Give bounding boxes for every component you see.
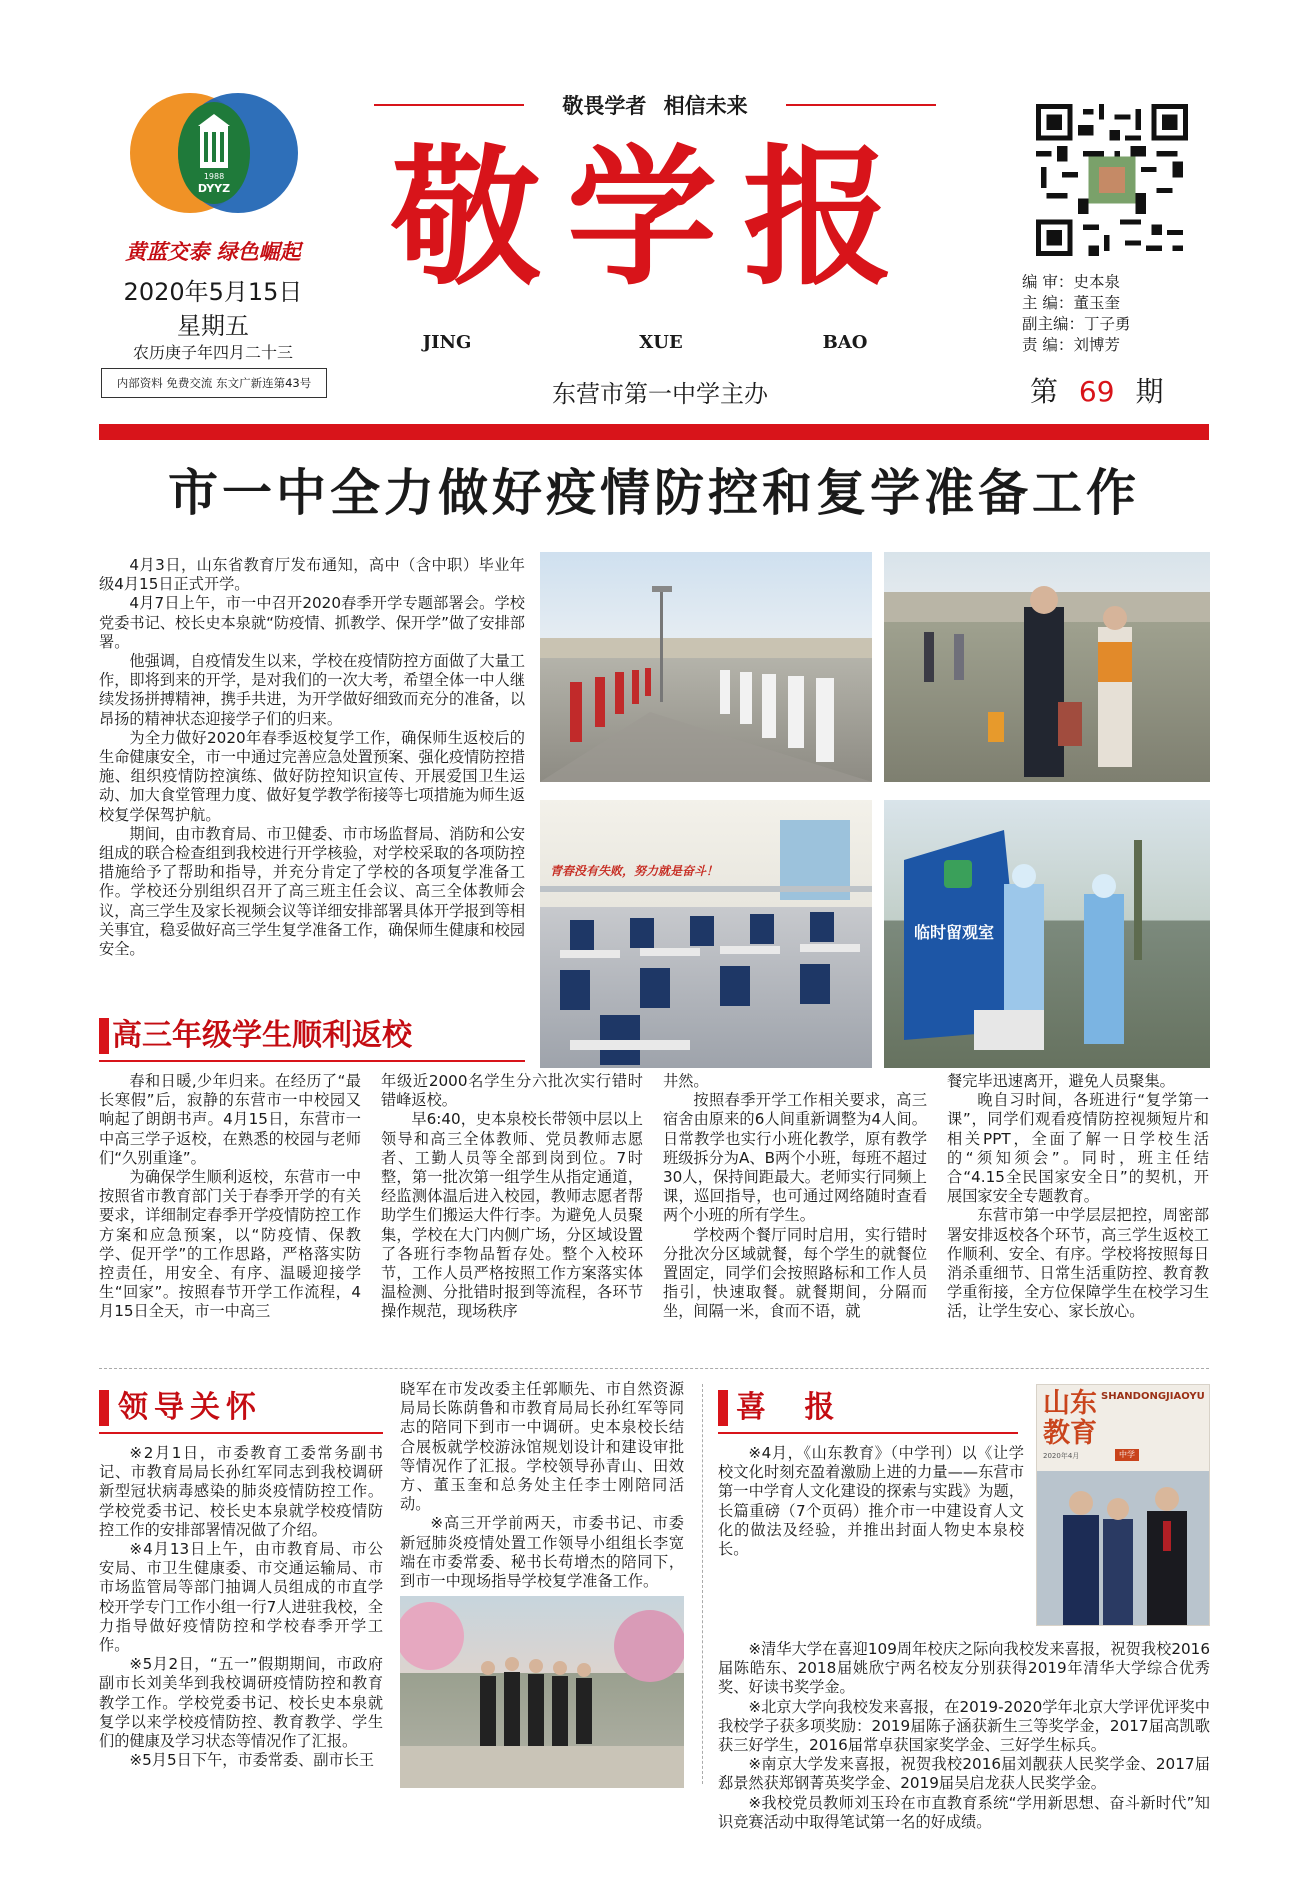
return-section-rule [99,1060,525,1062]
slogan: 黄蓝交泰 绿色崛起 [125,239,301,264]
pinyin-jing: JING [422,332,472,353]
news-section-marker [718,1390,728,1426]
return-paragraph: 按照春季开学工作相关要求，高三宿舍由原来的6人间重新调整为4人间。日常教学也实行小班化教学，原有教学班级拆分为A、B两个小班，每班不超过30人，保持间距最大。老师实行同频上课，巡回指导，也可通过网络随时查看两个小班的所有学生。 [663,1091,927,1225]
photo-principal-greeting [884,552,1210,782]
newspaper-title: 敬学报 [390,130,919,306]
news-section-title: 喜 报 [736,1390,849,1425]
weekday: 星期五 [177,312,249,340]
qr-code[interactable] [1036,104,1188,256]
news-item: ※南京大学发来喜报，祝贺我校2016届刘靓获人民奖学金、2017届郄景然获郑钢菁英奖学金、2019届吴启龙获人民奖学金。 [718,1755,1210,1793]
news-item: ※北京大学向我校发来喜报，在2019-2020学年北京大学评优评奖中我校学子获多项奖励：2019届陈子涵获新生三等奖学金，2017届高凯歌获三好学生，2016届常卓获国家奖学金、三好学生标兵。 [718,1697,1210,1755]
return-paragraph: 晚自习时间，各班进行“复学第一课”，同学们观看疫情防控视频短片和相关PPT，全面了解一日学校生活的“须知须会”。同时，班主任结合“4.15全民国家安全日”的契机，开展国家安全专题教育。 [947,1091,1209,1206]
magazine-issue: 2020年4月 [1043,1452,1080,1460]
news-item: ※我校党员教师刘玉玲在市直教育系统“学用新思想、奋斗新时代”知识竞赛活动中取得笔试第一名的好成绩。 [718,1793,1210,1831]
leaders-section-marker [99,1390,109,1426]
return-section-title: 高三年级学生顺利返校 [112,1018,412,1053]
lead-paragraph: 4月3日，山东省教育厅发布通知，高中（含中职）毕业年级4月15日正式开学。 [99,556,525,594]
issue-date: 2020年5月15日 [123,278,303,306]
classroom-scene-icon [540,800,872,1068]
section-divider [99,1368,1209,1369]
return-paragraph: 东营市第一中学层层把控，周密部署安排返校各个环节，高三学生返校工作顺利、安全、有序。学校将按照每日消杀重细节、日常生活重防控、教育教学重衔接，全方位保障学生在校学习生活，让学生安心、家长放心。 [947,1206,1209,1321]
lineup-scene-icon [540,552,872,782]
return-section-marker [99,1018,109,1054]
headline: 市一中全力做好疫情防控和复学准备工作 [168,464,1140,522]
tent-sign: 临时留观室 [914,923,995,942]
staff-row: 责 编：刘博芳 [1022,336,1120,354]
staff-row: 副主编：丁子勇 [1022,315,1131,333]
lead-article [99,556,525,959]
qr-code-icon [1036,104,1188,256]
leaders-item: ※2月1日，市委教育工委常务副书记、市教育局局长孙红军同志到我校调研新型冠状病毒感染的肺炎疫情防控工作。学校党委书记、校长史本泉就学校疫情防控工作的安排部署情况做了介绍。 [99,1444,383,1539]
greeting-scene-icon [884,552,1210,782]
magazine-title: 山东教育 [1043,1388,1097,1449]
staff-row: 编 审：史本泉 [1022,273,1120,291]
column-divider [702,1384,703,1784]
return-paragraph: 学校两个餐厅同时启用，实行错时分批次分区域就餐，每个学生的就餐位置固定，同学们会按照路标和工作人员指引，快速取餐。就餐期间，分隔而坐，间隔一米，食而不语，就 [663,1225,927,1321]
leaders-col-1 [99,1444,383,1770]
leaders-item: ※5月2日，“五一”假期期间，市政府副市长刘美华到我校调研疫情防控和教育教学工作。学校党委书记、校长史本泉就复学以来学校疫情防控、教育教学、学生们的健康及学习状态等情况作了汇报。 [99,1655,383,1751]
return-paragraph: 春和日暖,少年归来。在经历了“最长寒假”后，寂静的东营市一中校园又响起了朗朗书声。4月15日，东营市一中高三学子返校，在熟悉的校园与老师们“久别重逢”。 [99,1072,361,1167]
return-paragraph: 为确保学生顺利返校，东营市一中按照省市教育部门关于春季开学的有关要求，详细制定春季开学疫情防控工作方案和应急预案，以“防疫情、保教学、促开学”的工作思路，严格落实防控责任，用安全、有序、温暖迎接学生“回家”。按照春节开学工作流程，4月15日全天，市一中高三 [99,1168,361,1321]
magazine-tag: 中学 [1115,1449,1139,1461]
motto: 敬畏学者 相信未来 [562,94,748,118]
logo-initials: DYYZ [197,182,231,195]
masthead-bottom-rule [99,424,1209,440]
news-item: ※4月，《山东教育》（中学刊）以《让学校文化时刻充盈着激励上进的力量——东营市第一中学育人文化建设的探索与实践》为题，长篇重磅（7个页码）推介市一中建设育人文化的做法及经验，并推出封面人物史本泉校长。 [718,1444,1024,1559]
return-paragraph: 年级近2000名学生分六批次实行错时错峰返校。 [381,1072,643,1110]
leaders-item: ※高三开学前两天，市委书记、市委新冠肺炎疫情处置工作领导小组组长李宽端在市委常委、秘书长苟增杰的陪同下，到市一中现场指导学校复学准备工作。 [400,1514,684,1591]
photo-staff-lineup [540,552,872,782]
return-paragraph: 餐完毕迅速离开，避免人员聚集。 [947,1072,1175,1090]
staff-row: 主 编：董玉奎 [1022,294,1120,312]
leaders-item: ※4月13日上午，由市教育局、市公安局、市卫生健康委、市交通运输局、市市场监管局等部门抽调人员组成的市直学校开学专门工作小组一行7人进驻我校，全力指导做好疫情防控和学校春季开学工作。 [99,1540,383,1655]
lead-paragraph: 期间，由市教育局、市卫健委、市市场监督局、消防和公安组成的联合检查组到我校进行开学核验，对学校采取的各项防控措施给予了帮助和指导，并充分肯定了学校的各项复学准备工作。学校还分别组织召开了高三班主任会议、高三全体教师会议，高三学生及家长视频会议等详细安排部署具体开学报到等相关事宜，稳妥做好高三学生复学准备工作，确保师生健康和校园安全。 [99,824,525,959]
return-col-1 [99,1072,361,1322]
photo-leaders-visit [400,1596,684,1788]
news-intro [718,1444,1024,1559]
lead-paragraph: 他强调，自疫情发生以来，学校在疫情防控方面做了大量工作，即将到来的开学，是对我们的一次大考，希望全体一中人继续发扬拼搏精神，携手共进，为开学做好细致而充分的准备，以昂扬的精神状态迎接学子们的归来。 [99,652,525,728]
leaders-item: 晓军在市发改委主任郭顺先、市自然资源局局长陈荫鲁和市教育局局长孙红军等同志的陪同下到市一中调研。史本泉校长结合展板就学校游泳馆规划设计和建设审批等情况作了汇报。学校领导孙青山、田效方、董玉奎和总务处主任李士刚陪同活动。 [400,1380,684,1514]
lunar-date: 农历庚子年四月二十三 [132,343,293,362]
lead-paragraph: 4月7日上午，市一中召开2020春季开学专题部署会。学校党委书记、校长史本泉就“防疫情、抓教学、保开学”做了安排部署。 [99,594,525,651]
return-col-4 [947,1072,1209,1322]
leaders-section-rule [99,1432,383,1434]
leaders-section-title: 领导关怀 [118,1390,262,1425]
return-paragraph: 井然。 [663,1072,709,1090]
lead-paragraph: 为全力做好2020年春季返校复学工作，确保师生返校后的生命健康安全，市一中通过完善应急处置预案、强化疫情防控措施、组织疫情防控演练、做好防控知识宣传、开展爱国卫生运动、加大食堂管理力度、做好复学教学衔接等七项措施为师生返校复学保驾护航。 [99,728,525,824]
logo-year: 1988 [203,172,225,181]
return-col-2 [381,1072,643,1322]
staff-list [1022,272,1202,356]
return-col-3 [663,1072,927,1322]
news-items [718,1640,1210,1832]
news-item: ※清华大学在喜迎109周年校庆之际向我校发来喜报，祝贺我校2016届陈皓东、2018届姚欣宁两名校友分别获得2019年清华大学综合优秀奖、好读书奖学金。 [718,1640,1210,1697]
photo-observation-room [884,800,1210,1068]
leaders-item: ※5月5日下午，市委常委、副市长王 [129,1751,375,1770]
magazine-subtitle: SHANDONGJIAOYU [1101,1391,1205,1402]
visit-scene-icon [400,1596,684,1788]
school-emblem-icon [128,92,298,214]
news-section-rule [718,1432,1018,1434]
logo [128,92,298,214]
return-paragraph: 早6:40，史本泉校长带领中层以上领导和高三全体教师、党员教师志愿者、工勤人员等全部到岗到位。7时整，第一批次第一组学生从指定通道，经监测体温后进入校园，教师志愿者帮助学生们搬运大件行李。为避免人员聚集，学校在大门内侧广场，分区域设置了各班行李物品暂存处。整个入校环节，工作人员严格按照工作方案落实体温检测、分批错时报到等流程，各环节操作规范，现场秩序 [381,1110,643,1321]
pinyin-xue: XUE [639,332,683,353]
photo-classroom [540,800,872,1068]
motto-rule-left [374,104,524,106]
info-box: 内部资料 免费交流 东文广新连第43号 [101,368,327,398]
magazine-cover-photo-icon [1037,1385,1209,1625]
leaders-col-2 [400,1380,684,1591]
motto-rule-right [786,104,936,106]
pinyin-bao: BAO [822,332,868,353]
host-line: 东营市第一中学主办 [552,380,768,408]
magazine-cover [1036,1384,1210,1626]
issue-number: 第 69 期 [1030,375,1164,408]
classroom-banner: 青春没有失败，努力就是奋斗！ [550,864,719,878]
